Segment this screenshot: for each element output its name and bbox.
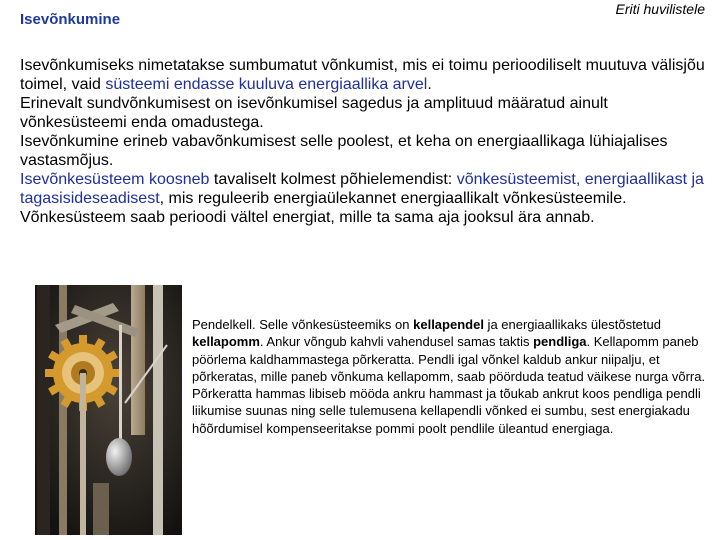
definition-end: . bbox=[427, 76, 432, 93]
pendulum-clock-illustration bbox=[35, 285, 182, 535]
system-elements-highlight: võnkesüsteemist, energiaallikast ja tagasisideseadisest bbox=[20, 171, 704, 207]
main-text bbox=[20, 56, 710, 227]
term-kellapomm: kellapomm bbox=[192, 334, 260, 350]
caption-text-1: Pendelkell. Selle võnkesüsteemiks on bbox=[192, 317, 414, 332]
pendulum-clock-photo bbox=[35, 285, 182, 535]
energy-source-highlight: süsteemi endasse kuuluva energiaallika arvel bbox=[105, 76, 428, 93]
slide-title: Isevõnkumine bbox=[20, 11, 121, 28]
system-text: tavaliselt kolmest põhielemendist: bbox=[209, 171, 457, 188]
caption-text-3: . Ankur võngub kahvli vahendusel samas taktis bbox=[259, 334, 534, 350]
definition-text: nimetatakse sumbumatut võnkumist, mis ei toimu perioodiliselt muutuva välisjõu toimel, vaid bbox=[20, 57, 705, 93]
audience-note: Eriti huvilistele bbox=[615, 1, 705, 17]
term-kellapendel: kellapendel bbox=[413, 317, 484, 332]
term-pendliga: pendliga bbox=[533, 334, 587, 350]
system-consists-highlight: Isevõnkesüsteem koosneb bbox=[20, 171, 210, 188]
photo-caption bbox=[192, 316, 712, 437]
caption-text-4: . Kellapomm paneb pöörlema kaldhammastega põrkeratta. Pendli igal võnkel kaldub ankur niipalju, et põrkeratas, mille paneb võnkuma kellapomm, saab pöörduda teatud väikese nurga võrra. Põrkeratta hammas libiseb mööda ankru hammast ja tõukab ankrut koos pendliga pendli liikumise suunas ning selle tulemusena kellapendli võnked ei sumbu, sest energiakadu hõõrdumisel kompenseeritakse pommi poolt pendlile üleantud energiaga. bbox=[192, 334, 706, 436]
comparison-forced-text: Erinevalt sundvõnkumisest on isevõnkumisel sagedus ja amplituud määratud ainult võnkesüsteemi enda omadustega. bbox=[20, 95, 608, 131]
system-explanation: , mis reguleerib energiaülekannet energiaallikalt võnkesüsteemile. Võnkesüsteem saab perioodi vältel energiat, mille ta sama aja jooksul ära annab. bbox=[20, 190, 627, 226]
comparison-free-text: Isevõnkumine erineb vabavõnkumisest selle poolest, et keha on energiaallikaga lühiajalises vastasmõjus. bbox=[20, 133, 668, 169]
term-isevonkumiseks: Isevõnkumiseks bbox=[20, 57, 134, 74]
caption-text-2: ja energiaallikaks ülestõstetud bbox=[483, 317, 661, 332]
